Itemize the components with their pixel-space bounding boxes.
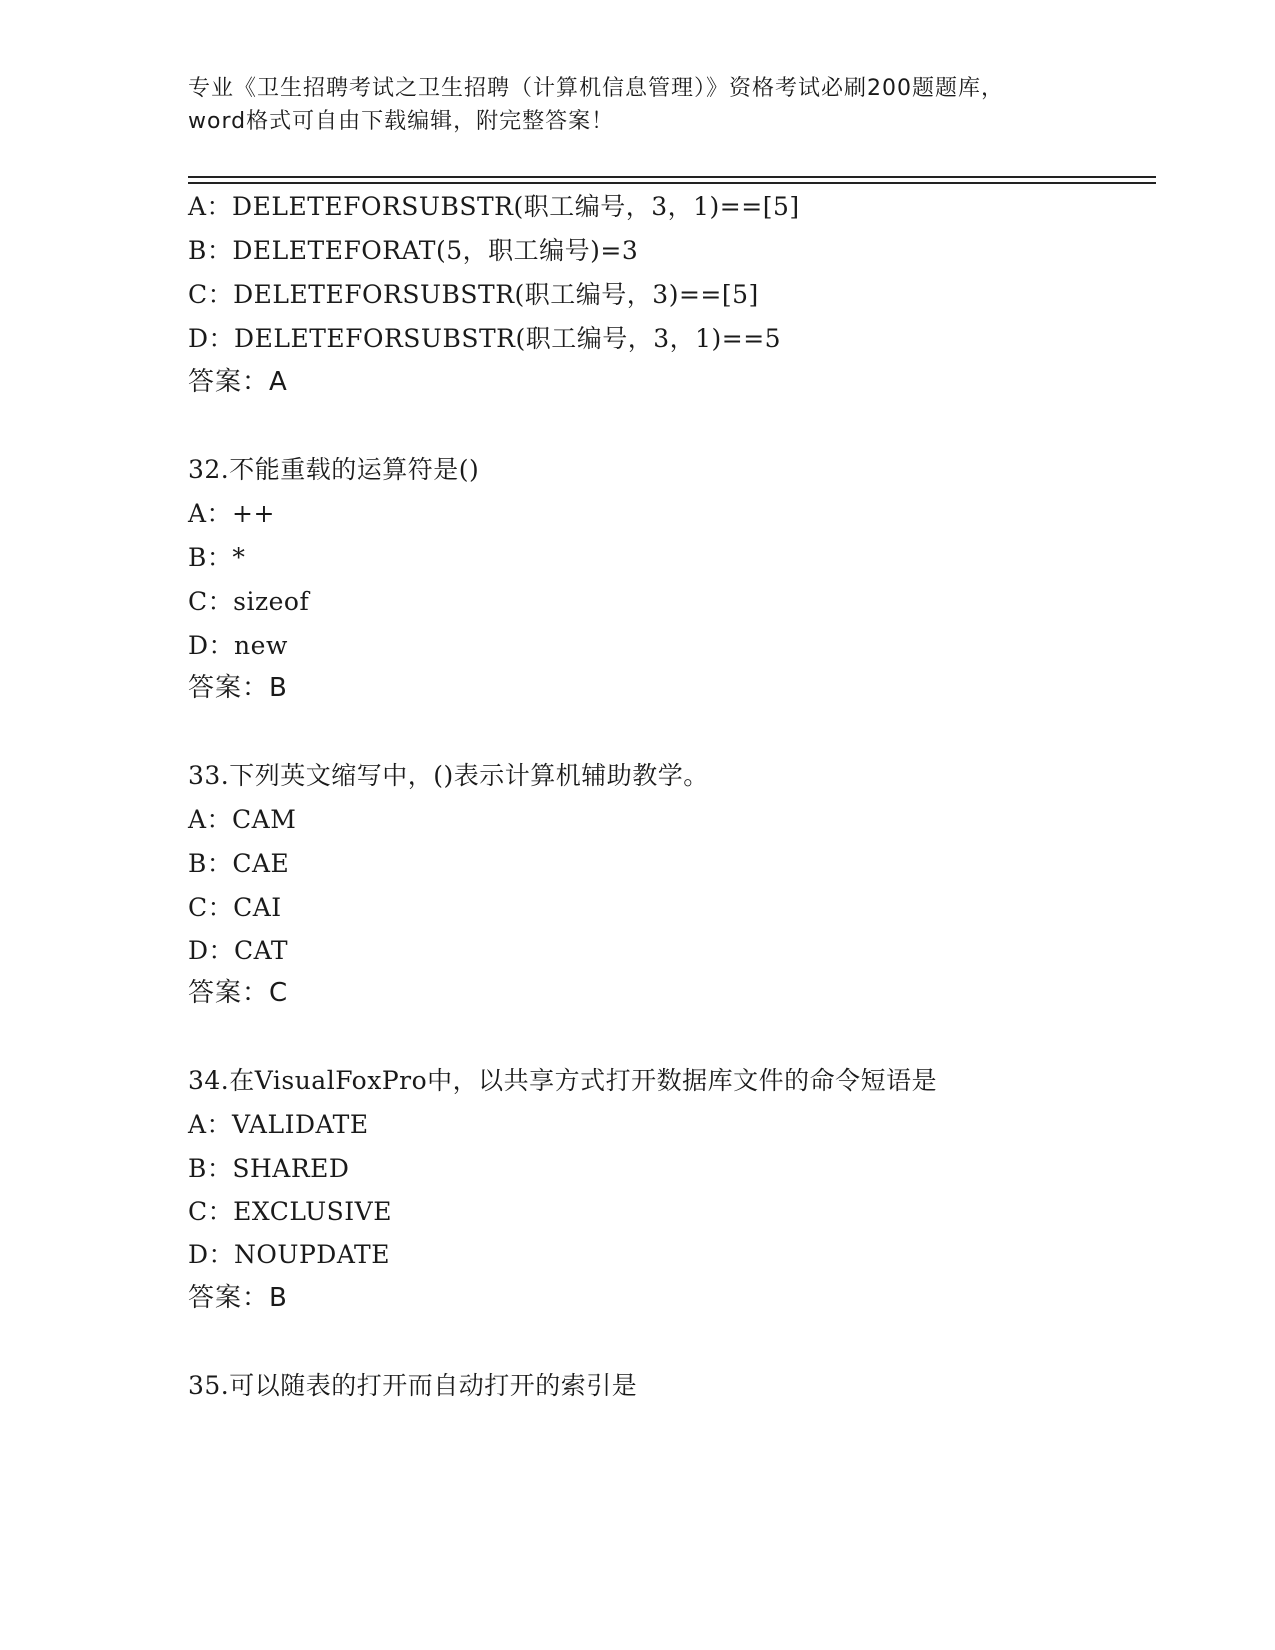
option-a: A：++ [188, 499, 275, 528]
option-a: A：VALIDATE [188, 1110, 369, 1139]
question-stem: 35.可以随表的打开而自动打开的索引是 [188, 1371, 638, 1400]
option-d: D：NOUPDATE [188, 1240, 390, 1269]
document-header [188, 72, 1108, 138]
option-d: D：DELETEFORSUBSTR(职工编号，3，1)==5 [188, 324, 782, 353]
option-c: C：DELETEFORSUBSTR(职工编号，3)==[5] [188, 280, 759, 309]
answer: 答案：B [188, 673, 288, 703]
option-b: B：SHARED [188, 1154, 350, 1183]
question-stem: 34.在VisualFoxPro中，以共享方式打开数据库文件的命令短语是 [188, 1066, 938, 1095]
option-b: B：* [188, 543, 246, 572]
option-c: C：CAI [188, 893, 282, 922]
option-a: A：CAM [188, 805, 297, 834]
option-b: B：CAE [188, 849, 290, 878]
option-a: A：DELETEFORSUBSTR(职工编号，3，1)==[5] [188, 192, 800, 221]
header-line-1: 专业《卫生招聘考试之卫生招聘（计算机信息管理）》资格考试必刷200题题库， [188, 76, 1004, 101]
option-d: D：new [188, 631, 288, 660]
question-stem: 32.不能重载的运算符是() [188, 455, 480, 484]
option-d: D：CAT [188, 936, 289, 965]
answer: 答案：C [188, 978, 289, 1008]
question-stem: 33.下列英文缩写中，()表示计算机辅助教学。 [188, 761, 709, 790]
option-b: B：DELETEFORAT(5，职工编号)=3 [188, 236, 639, 265]
option-c: C：EXCLUSIVE [188, 1197, 392, 1226]
answer: 答案：A [188, 367, 288, 397]
answer: 答案：B [188, 1283, 288, 1313]
option-c: C：sizeof [188, 587, 310, 616]
header-divider-top [188, 176, 1156, 178]
header-line-2: word格式可自由下载编辑，附完整答案！ [188, 109, 615, 134]
header-divider-bottom [188, 182, 1156, 184]
